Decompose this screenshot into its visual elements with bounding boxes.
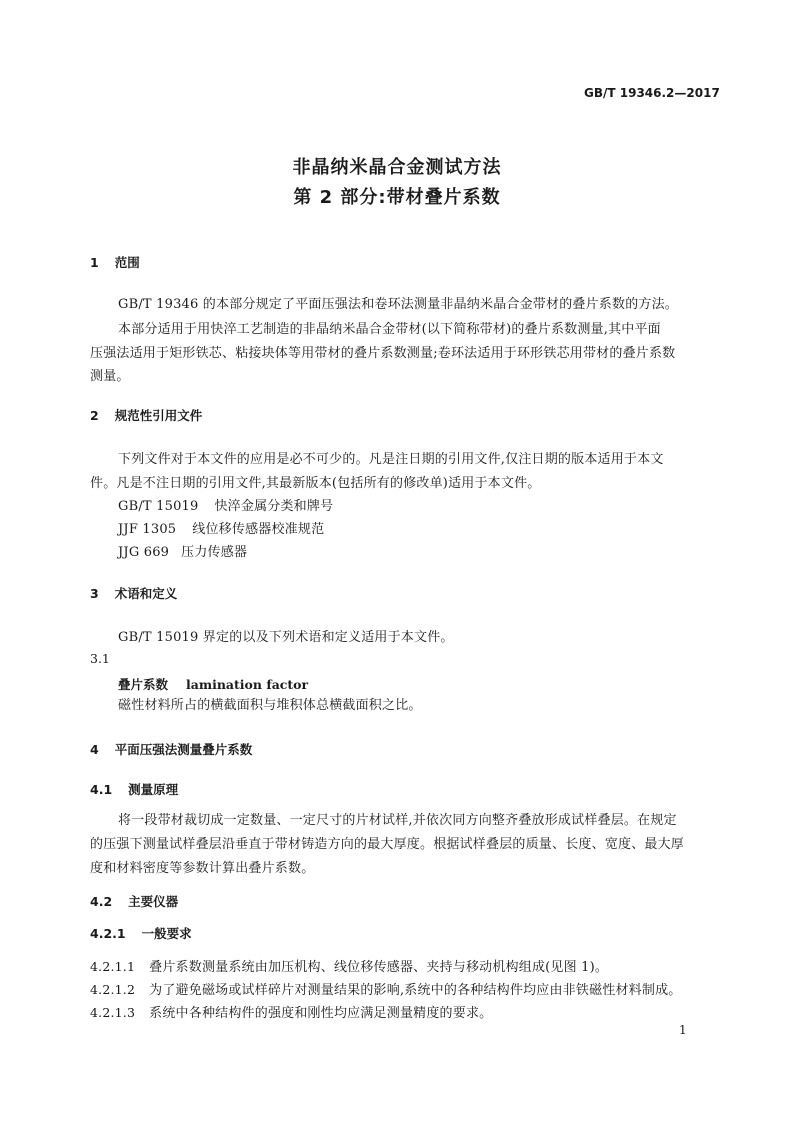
paragraph: 件。凡是不注日期的引用文件,其最新版本(包括所有的修改单)适用于本文件。: [90, 476, 541, 491]
clause-number: 4.2.1.2: [90, 982, 136, 997]
clause-item: [90, 979, 681, 998]
section-2-heading: [90, 406, 202, 424]
clause-text: 系统中各种结构件的强度和刚性均应满足测量精度的要求。: [149, 1006, 493, 1021]
document-title: 非晶纳米晶合金测试方法: [292, 157, 502, 178]
clause-item: [90, 1002, 492, 1021]
section-number: 3: [90, 586, 99, 601]
section-title: 一般要求: [141, 926, 192, 941]
paragraph: GB/T 15019 界定的以及下列术语和定义适用于本文件。: [118, 630, 454, 645]
section-number: 4: [90, 742, 99, 757]
paragraph: 的压强下测量试样叠层沿垂直于带材铸造方向的最大厚度。根据试样叠层的质量、长度、宽度、最大厚: [90, 837, 685, 852]
reference-code: JJG 669: [118, 545, 170, 560]
section-title: 范围: [114, 255, 140, 270]
clause-text: 叠片系数测量系统由加压机构、线位移传感器、夹持与移动机构组成(见图 1)。: [149, 960, 609, 975]
term-english: lamination factor: [186, 677, 309, 692]
reference-name: 压力传感器: [181, 545, 248, 560]
section-title: 规范性引用文件: [114, 408, 203, 423]
section-title: 测量原理: [128, 782, 179, 797]
subsection-4-1-heading: [90, 780, 178, 798]
paragraph: 本部分适用于用快淬工艺制造的非晶纳米晶合金带材(以下简称带材)的叠片系数测量,其中平面: [118, 322, 661, 337]
term-definition: 磁性材料所占的横截面积与堆积体总横截面积之比。: [118, 698, 422, 713]
page-number: 1: [679, 1023, 687, 1037]
clause-text: 为了避免磁场或试样碎片对测量结果的影响,系统中的各种结构件均应由非铁磁性材料制成。: [149, 983, 682, 998]
subsection-4-2-heading: [90, 892, 178, 910]
standard-code: GB/T 19346.2—2017: [584, 86, 720, 100]
section-number: 1: [90, 255, 99, 270]
term-entry: [118, 674, 308, 693]
section-3-heading: [90, 584, 177, 602]
document-subtitle: 第 2 部分:带材叠片系数: [293, 187, 501, 208]
section-number: 4.2: [90, 894, 113, 909]
section-4-heading: [90, 740, 252, 758]
paragraph: GB/T 19346 的本部分规定了平面压强法和卷环法测量非晶纳米晶合金带材的叠片系数的方法。: [118, 297, 679, 312]
reference-item: [118, 541, 247, 560]
paragraph: 测量。: [90, 369, 130, 384]
section-number: 2: [90, 408, 99, 423]
subsection-4-2-1-heading: [90, 924, 192, 942]
paragraph: 下列文件对于本文件的应用是必不可少的。凡是注日期的引用文件,仅注日期的版本适用于本文: [118, 452, 664, 467]
section-1-heading: [90, 253, 140, 271]
section-number: 4.1: [90, 782, 113, 797]
section-title: 平面压强法测量叠片系数: [114, 742, 253, 757]
reference-code: GB/T 15019: [118, 499, 199, 514]
paragraph: 度和材料密度等参数计算出叠片系数。: [90, 861, 315, 876]
reference-item: [118, 518, 324, 537]
term-number: 3.1: [90, 651, 110, 666]
section-number: 4.2.1: [90, 926, 126, 941]
clause-number: 4.2.1.3: [90, 1005, 136, 1020]
reference-name: 线位移传感器校准规范: [192, 522, 325, 537]
reference-code: JJF 1305: [118, 522, 177, 537]
reference-name: 快淬金属分类和牌号: [214, 499, 334, 514]
term-chinese: 叠片系数: [118, 677, 169, 692]
paragraph: 压强法适用于矩形铁芯、粘接块体等用带材的叠片系数测量;卷环法适用于环形铁芯用带材的叠片系数: [90, 346, 676, 361]
paragraph: 将一段带材裁切成一定数量、一定尺寸的片材试样,并依次同方向整齐叠放形成试样叠层。在规定: [118, 813, 677, 828]
section-title: 主要仪器: [128, 894, 179, 909]
reference-item: [118, 495, 333, 514]
clause-item: [90, 956, 608, 975]
clause-number: 4.2.1.1: [90, 959, 136, 974]
section-title: 术语和定义: [114, 586, 178, 601]
